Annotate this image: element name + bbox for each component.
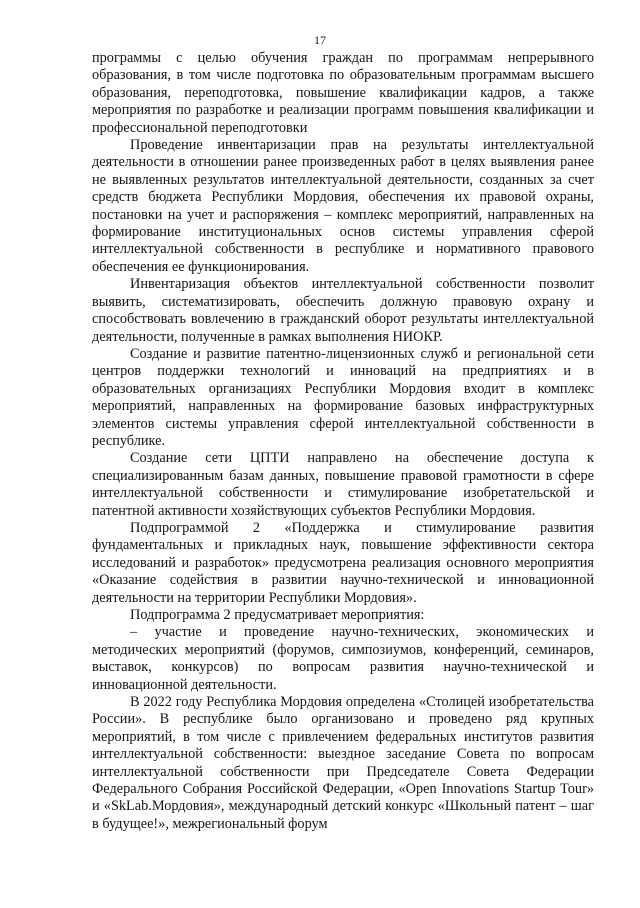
- paragraph-inventory-objects: Инвентаризация объектов интеллектуальной собственности позволит выявить, систематизировать, обеспечить должную правовую охрану и способствовать вовлечению в гражданский оборот результаты интеллектуальной деятельности, полученные в рамках выполнения НИОКР.: [92, 276, 594, 345]
- paragraph-subprogram-2: Подпрограммой 2 «Поддержка и стимулирование развития фундаментальных и прикладных наук, повышение эффективности сектора исследований и разработок» предусмотрена реализация основного мероприятия «Оказание содействия в развитии научно-технической и инновационной деятельности на территории Республики Мордовия».: [92, 519, 594, 606]
- document-body: [92, 50, 594, 833]
- paragraph-patent-services: Создание и развитие патентно-лицензионных служб и региональной сети центров поддержки технологий и инноваций на предприятиях и в образовательных организациях Республики Мордовия входит в комплекс мероприятий, направленных на формирование базовых инфраструктурных элементов системы управления сферой интеллектуальной собственности в республике.: [92, 345, 594, 449]
- paragraph-inventory: Проведение инвентаризации прав на результаты интеллектуальной деятельности в отношении ранее произведенных работ в целях выявления ранее не выявленных результатов интеллектуальной деятельности, созданных за счет средств бюджета Республики Мордовия, обеспечения их правовой охраны, постановки на учет и распоряжения – комплекс мероприятий, направленных на формирование институциональных основ системы управления сферой интеллектуальной собственности в республике и нормативного правового обеспечения ее функционирования.: [92, 137, 594, 275]
- paragraph-ctti-network: Создание сети ЦПТИ направлено на обеспечение доступа к специализированным базам данных, повышение правовой грамотности в сфере интеллектуальной собственности и стимулирование изобретательской и патентной активности хозяйствующих субъектов Республики Мордовия.: [92, 450, 594, 519]
- paragraph-subprogram-2-measures: Подпрограмма 2 предусматривает мероприятия:: [130, 607, 425, 623]
- paragraph-capital-of-invention: В 2022 году Республика Мордовия определена «Столицей изобретательства России». В республике было организовано и проведено ряд крупных мероприятий, в том числе с привлечением федеральных институтов развития интеллектуальной собственности: выездное заседание Совета по вопросам интеллектуальной собственности при Председателе Совета Федерации Федерального Собрания Российской Федерации, «Open Innovations Startup Tour» и «SkLab.Мордовия», международный детский конкурс «Школьный патент – шаг в будущее!», межрегиональный форум: [92, 694, 594, 832]
- paragraph-continuation: программы с целью обучения граждан по программам непрерывного образования, в том числе подготовка по образовательным программам высшего образования, переподготовка, повышение квалификации кадров, а также мероприятия по разработке и реализации программ повышения квалификации и профессиональной переподготовки: [92, 50, 594, 136]
- page-number: 17: [314, 33, 326, 47]
- paragraph-measures-list-item: – участие и проведение научно-технических, экономических и методических мероприятий (форумов, симпозиумов, конференций, семинаров, выставок, конкурсов) по вопросам развития научно-технической и инновационной деятельности.: [92, 624, 594, 693]
